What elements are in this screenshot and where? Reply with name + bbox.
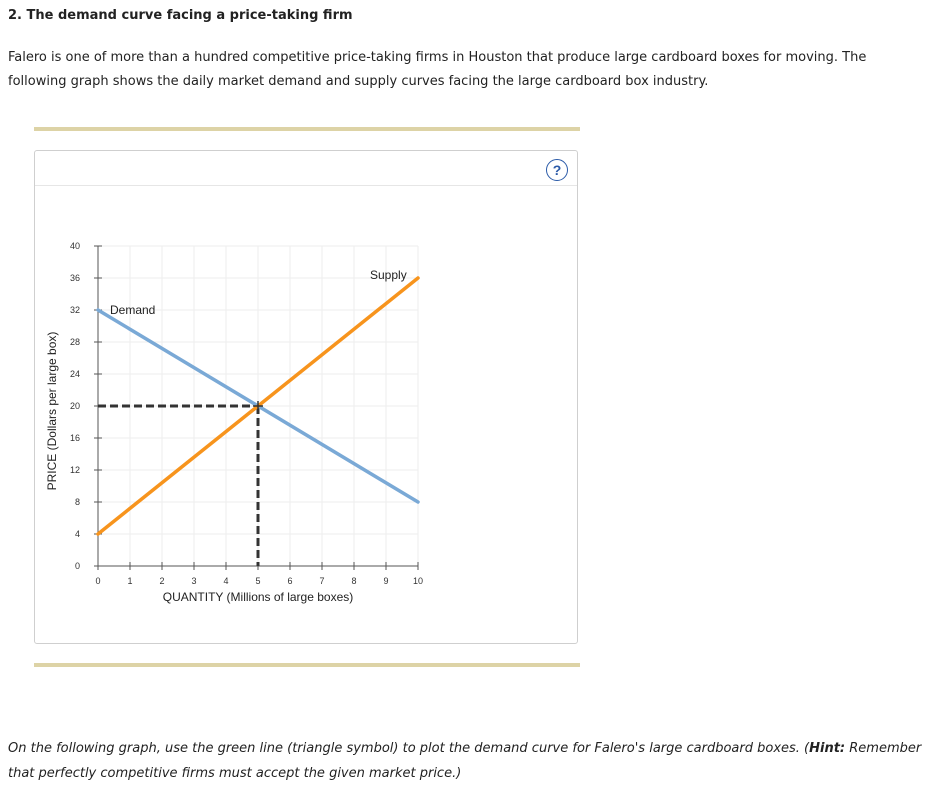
bottom-divider <box>34 663 580 667</box>
y-tick-label: 36 <box>69 273 80 283</box>
y-tick-label: 24 <box>69 369 80 379</box>
x-tick-label: 5 <box>255 576 261 586</box>
x-tick-label: 3 <box>191 576 197 586</box>
x-tick-label: 4 <box>223 576 229 586</box>
y-tick-label: 8 <box>74 497 80 507</box>
graph-panel <box>34 150 578 644</box>
instructions-after: Remember that perfectly competitive firms must accept the given market price.) <box>8 741 922 781</box>
problem-title: 2. The demand curve facing a price-taking firm <box>8 8 353 23</box>
y-tick-label: 40 <box>69 241 80 251</box>
x-tick-label: 0 <box>95 576 101 586</box>
x-tick-label: 1 <box>127 576 133 586</box>
y-tick-label: 12 <box>69 465 80 475</box>
top-divider <box>34 127 580 131</box>
x-tick-label: 9 <box>383 576 389 586</box>
y-tick-label: 32 <box>69 305 80 315</box>
y-tick-label: 0 <box>74 561 80 571</box>
hint-label: Hint: <box>809 741 846 756</box>
y-tick-label: 16 <box>69 433 80 443</box>
x-tick-label: 7 <box>319 576 325 586</box>
instructions-text <box>8 736 923 786</box>
supply-label: Supply <box>370 268 407 282</box>
x-tick-label: 2 <box>159 576 165 586</box>
demand-label: Demand <box>110 303 156 317</box>
market-chart <box>35 151 577 643</box>
y-axis-title: PRICE (Dollars per large box) <box>45 331 59 491</box>
x-tick-label: 10 <box>412 576 424 586</box>
problem-intro: Falero is one of more than a hundred competitive price-taking firms in Houston that produce large cardboard boxes for moving. The following graph shows the daily market demand and supply curves facing the large cardboard box industry. <box>8 50 867 89</box>
x-tick-label: 8 <box>351 576 357 586</box>
y-tick-label: 20 <box>69 401 80 411</box>
y-tick-label: 4 <box>74 529 80 539</box>
x-axis-title: QUANTITY (Millions of large boxes) <box>162 590 354 604</box>
y-tick-label: 28 <box>69 337 80 347</box>
x-tick-label: 6 <box>287 576 293 586</box>
instructions-before: On the following graph, use the green line (triangle symbol) to plot the demand curve for Falero's large cardboard boxes. ( <box>8 741 810 756</box>
help-icon[interactable]: ? <box>546 159 568 181</box>
